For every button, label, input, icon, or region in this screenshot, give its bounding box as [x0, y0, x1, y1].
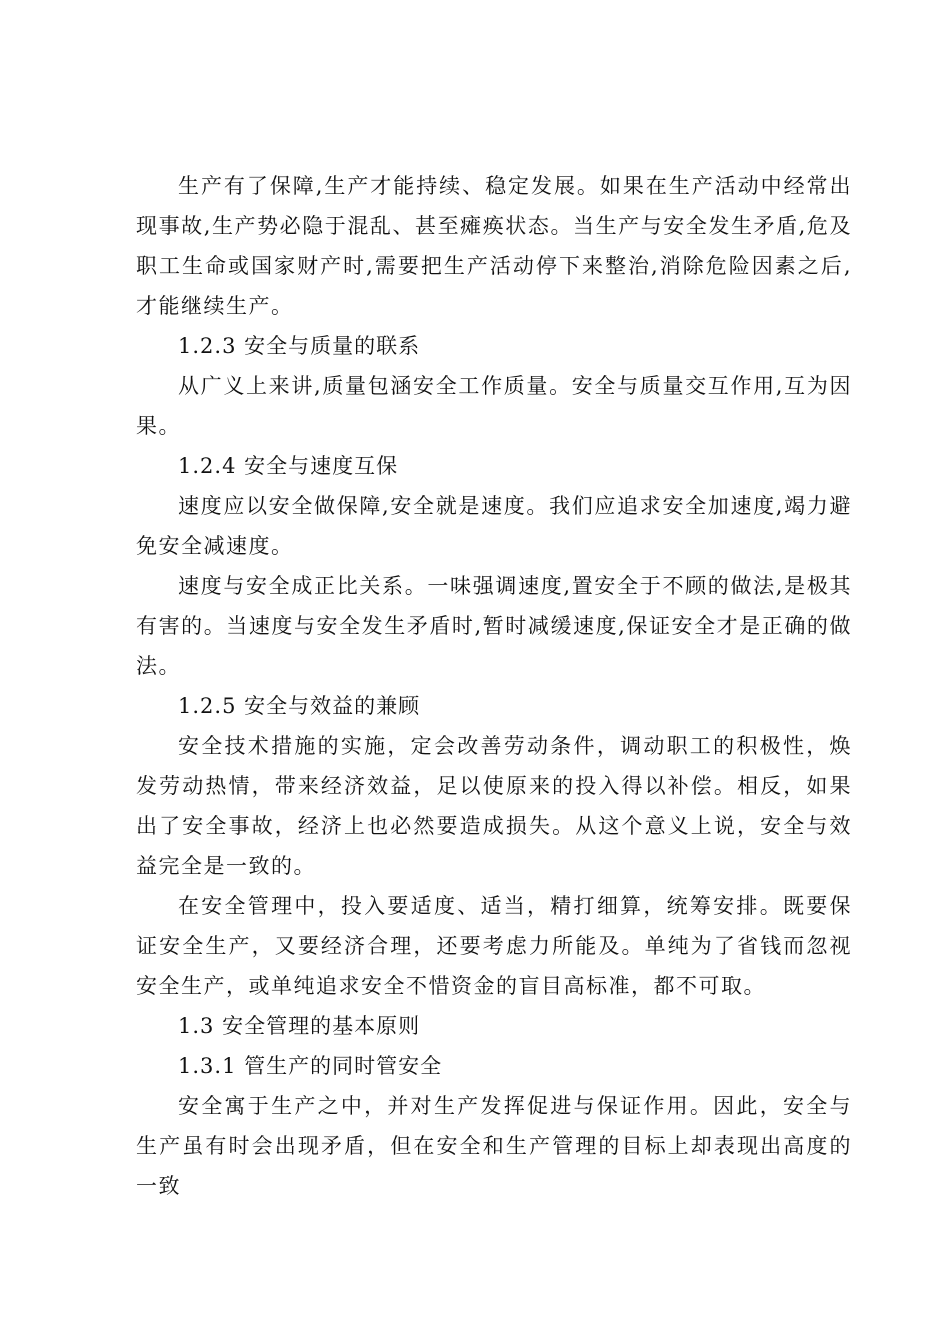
heading-1-2-5: 1.2.5 安全与效益的兼顾: [178, 694, 421, 718]
paragraph-investment: 在安全管理中，投入要适度、适当，精打细算，统筹安排。既要保证安全生产，又要经济合理，还要考虑力所能及。单纯为了省钱而忽视安全生产，或单纯追求安全不惜资金的盲目高标准，都不可取。: [136, 894, 852, 998]
heading-1-2-3: 1.2.3 安全与质量的联系: [178, 334, 421, 358]
paragraph-safety-in-production: 安全寓于生产之中，并对生产发挥促进与保证作用。因此，安全与生产虽有时会出现矛盾，但在安全和生产管理的目标上却表现出高度的一致: [136, 1094, 852, 1198]
heading-1-3: 1.3 安全管理的基本原则: [178, 1014, 421, 1038]
paragraph-speed-proportion: 速度与安全成正比关系。一味强调速度,置安全于不顾的做法,是极其有害的。当速度与安全发生矛盾时,暂时减缓速度,保证安全才是正确的做法。: [136, 574, 852, 678]
heading-1-3-1: 1.3.1 管生产的同时管安全: [178, 1054, 443, 1078]
paragraph-safety-benefit: 安全技术措施的实施，定会改善劳动条件，调动职工的积极性，焕发劳动热情，带来经济效益，足以使原来的投入得以补偿。相反，如果出了安全事故，经济上也必然要造成损失。从这个意义上说，安全与效益完全是一致的。: [136, 734, 852, 878]
document-page: [136, 166, 852, 1206]
heading-1-2-4: 1.2.4 安全与速度互保: [178, 454, 399, 478]
paragraph-safety-quality: 从广义上来讲,质量包涵安全工作质量。安全与质量交互作用,互为因果。: [136, 374, 852, 438]
paragraph-production-guarantee: 生产有了保障,生产才能持续、稳定发展。如果在生产活动中经常出现事故,生产势必隐于混乱、甚至瘫痪状态。当生产与安全发生矛盾,危及职工生命或国家财产时,需要把生产活动停下来整治,消除危险因素之后,才能继续生产。: [136, 174, 852, 318]
paragraph-speed-guarantee: 速度应以安全做保障,安全就是速度。我们应追求安全加速度,竭力避免安全减速度。: [136, 494, 852, 558]
